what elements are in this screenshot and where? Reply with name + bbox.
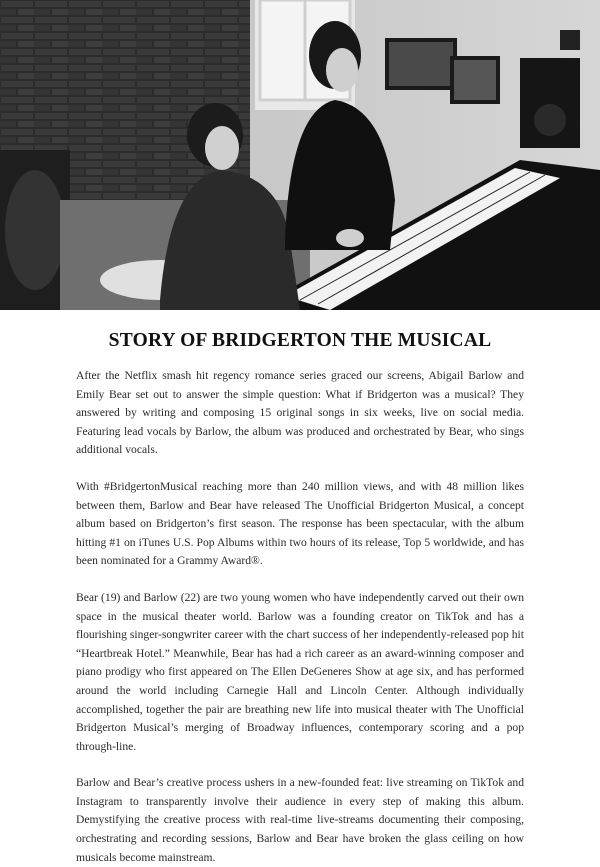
article-title: STORY OF BRIDGERTON THE MUSICAL (108, 330, 492, 351)
photo-illustration (0, 0, 600, 310)
article (76, 330, 524, 867)
article-paragraph-1: After the Netflix smash hit regency romance series graced our screens, Abigail Barlow and Emily Bear set out to answer the simple question: What if Bridgerton was a musical? They answered by writing and composing 15 original songs in six weeks, live on social media. Featuring lead vocals by Barlow, the album was produced and orchestrated by Bear, who sings additional vocals. (76, 369, 524, 457)
article-paragraph-4: Barlow and Bear’s creative process ushers in a new-founded feat: live streaming on TikTok and Instagram to transparently involve their audience in every step of making this album. Demystifying the creative process with real-time live-streams documenting their composing, orchestrating and recording sessions, Barlow and Bear have broken the glass ceiling on how musicals become mainstream. (76, 776, 524, 864)
article-paragraph-3: Bear (19) and Barlow (22) are two young women who have independently carved out their own space in the musical theater world. Barlow was a founding creator on TikTok and has a flourishing singer-songwriter career with the chart success of her independently-released pop hit “Heartbreak Hotel.” Meanwhile, Bear has had a rich career as an award-winning composer and piano prodigy who first appeared on The Ellen DeGeneres Show at age six, and has performed around the world including Carnegie Hall and Lincoln Center. Although individually accomplished, together the pair are breathing new life into musical theater with The Unofficial Bridgerton Musical’s merging of Broadway influences, contemporary scoring and a pop through-line. (76, 590, 524, 753)
hero-photo (0, 0, 600, 310)
article-paragraph-2: With #BridgertonMusical reaching more than 240 million views, and with 48 million likes between them, Barlow and Bear have released The Unofficial Bridgerton Musical, a concept album based on Bridgerton’s first season. The response has been spectacular, with the album hitting #1 on iTunes U.S. Pop Albums within two hours of its release, Top 5 worldwide, and has been nominated for a Grammy Award®. (76, 479, 524, 568)
